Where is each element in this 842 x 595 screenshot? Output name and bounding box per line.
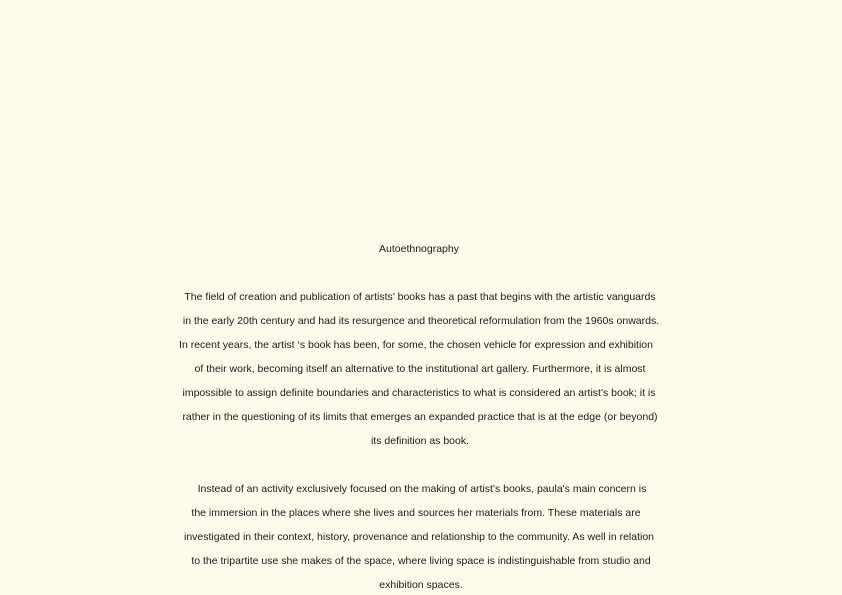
paragraph-line: exhibition spaces. bbox=[379, 579, 463, 591]
paragraph-line: Instead of an activity exclusively focused on the making of artist's books, paula's main concern is bbox=[197, 483, 647, 495]
paragraph-line: its definition as book. bbox=[370, 435, 470, 447]
paragraph-line: the immersion in the places where she lives and sources her materials from. These materials are bbox=[191, 507, 641, 519]
paragraph-line: In recent years, the artist ‘s book has been, for some, the chosen vehicle for expression and exhibition bbox=[179, 339, 653, 351]
paragraph-line: impossible to assign definite boundaries and characteristics to what is considered an artist's book; it is bbox=[182, 387, 656, 399]
paragraph-line: investigated in their context, history, provenance and relationship to the community. As well in relation bbox=[183, 531, 655, 543]
page-title: Autoethnography bbox=[379, 243, 459, 255]
paragraph-line: of their work, becoming itself an alternative to the institutional art gallery. Furthermore, it is almost bbox=[194, 363, 646, 375]
paragraph-line: rather in the questioning of its limits that emerges an expanded practice that is at the edge (or beyond) bbox=[182, 411, 658, 423]
paragraph-line: to the tripartite use she makes of the space, where living space is indistinguishable from studio and bbox=[191, 555, 651, 567]
paragraph-line: The field of creation and publication of artists’ books has a past that begins with the artistic vanguards bbox=[184, 291, 656, 303]
paragraph-line: in the early 20th century and had its resurgence and theoretical reformulation from the 1960s onwards. bbox=[182, 315, 660, 327]
